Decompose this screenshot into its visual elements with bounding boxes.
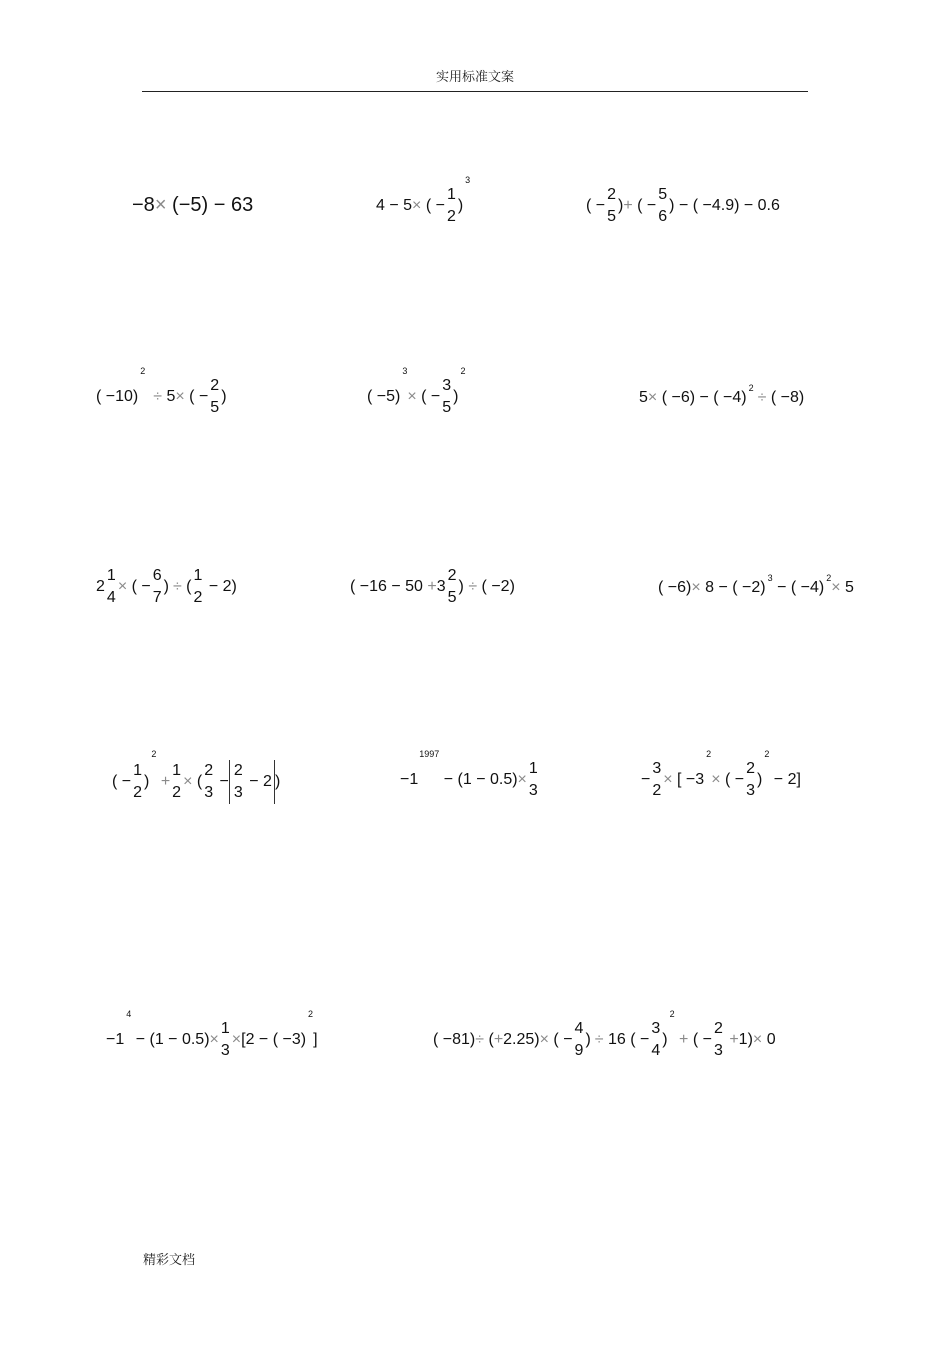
denominator: 2 [446,208,456,225]
problem-10-text-d: − [215,773,229,790]
fraction [713,1020,724,1060]
page-footer-label: 精彩文档 [143,1253,196,1268]
numerator: 3 [442,377,452,394]
problem-9-text-d: 5 [840,579,854,596]
problem-5-text-a: ( −5) [367,388,401,405]
times-symbol: × [407,388,417,405]
problem-12-text-d: ) [757,771,763,788]
problem-3-text-b: ) [618,197,624,214]
times-symbol: × [647,389,658,406]
exponent: 2 [140,366,146,376]
times-symbol: × [175,388,185,405]
problem-7-text-a: 2 [96,578,105,595]
problem-7-text-e: − 2) [204,578,237,595]
exponent: 2 [826,573,832,583]
problem-14-text-a: ( −81) [433,1031,476,1048]
problem-12-text-a: − [641,771,651,788]
problem-4-text-d: ) [221,388,227,405]
exponent: 2 [764,749,770,759]
numerator: 1 [528,760,538,777]
exponent: 2 [460,366,466,376]
problem-14-text-f: 16 ( − [603,1031,650,1048]
divide-symbol: ÷ [594,1031,604,1048]
numerator: 2 [210,377,220,394]
exponent: 1997 [419,749,440,759]
times-symbol: × [231,1031,242,1048]
problem-8-text-d: ( −2) [477,578,515,595]
denominator: 4 [106,589,116,606]
problem-8-text-a: ( −16 − 50 [350,578,428,595]
denominator: 2 [193,589,203,606]
plus-symbol: + [623,197,633,214]
problem-14-text-c: 2.25) [503,1031,540,1048]
problem-5-text-b: ( − [416,388,441,405]
problem-9-text-a: ( −6) [658,579,692,596]
problem-10 [112,749,281,804]
problem-9 [658,573,854,596]
problem-12-text-e: − 2] [769,771,801,788]
times-symbol: × [711,771,721,788]
denominator: 9 [574,1042,584,1059]
fraction [650,1020,661,1060]
fraction [441,377,452,417]
times-symbol: × [183,773,193,790]
fraction [446,186,457,226]
problem-11-text-b: − (1 − 0.5) [439,771,518,788]
plus-symbol: + [427,578,437,595]
exponent: 2 [151,749,157,759]
numerator: 2 [447,567,457,584]
divide-symbol: ÷ [757,389,767,406]
exponent: 2 [748,383,754,393]
problem-13-text-d: ] [313,1031,318,1048]
problem-2-text-c: ) [457,197,464,214]
page-header-title: 实用标准文案 [435,70,514,85]
divide-symbol: ÷ [172,578,182,595]
fraction [447,567,458,607]
problem-13 [106,1009,318,1060]
fraction [132,762,143,802]
times-symbol: × [517,771,527,788]
problem-10-text-e: − 2 [244,773,272,790]
exponent: 3 [767,573,773,583]
divide-symbol: ÷ [153,388,163,405]
problem-6-text-c: ( −8) [766,389,805,406]
fraction [171,762,182,802]
numerator: 1 [446,186,456,203]
exponent: 3 [402,366,408,376]
problem-14 [433,1009,776,1060]
plus-symbol: + [674,1031,689,1048]
problem-4-text-c: ( − [184,388,209,405]
exponent: 3 [465,175,471,185]
problem-6-text-a: 5 [639,389,648,406]
problem-14-text-e: ) [585,1031,591,1048]
problem-2-text-b: ( − [421,197,445,214]
problem-4-text-b: 5 [162,388,176,405]
problem-3-text-c: ( − [632,197,657,214]
times-symbol: × [154,194,167,216]
problem-2-text-a: 4 − 5 [376,197,413,214]
fraction [193,567,204,607]
problem-12 [641,749,801,800]
numerator: 6 [152,567,162,584]
header-divider [142,91,808,92]
problem-10-text-c: ( [192,773,203,790]
numerator: 1 [220,1020,230,1037]
problem-12-text-b: [ −3 [672,771,705,788]
problem-13-text-b: − (1 − 0.5) [131,1031,210,1048]
problem-8-text-c: ) [458,578,469,595]
denominator: 2 [172,784,182,801]
times-symbol: × [117,578,128,595]
fraction [106,567,117,607]
problem-11 [400,749,540,800]
numerator: 1 [106,567,116,584]
numerator: 3 [652,760,662,777]
fraction [203,762,214,802]
numerator: 2 [204,762,214,779]
denominator: 6 [658,208,668,225]
denominator: 3 [528,782,538,799]
exponent: 4 [126,1009,132,1019]
problem-13-text-c: [2 − ( −3) [241,1031,307,1048]
denominator: 5 [607,208,617,225]
problem-6-text-b: ( −6) − ( −4) [657,389,747,406]
fraction [528,760,539,800]
exponent: 2 [669,1009,675,1019]
problem-9-text-b: 8 − ( −2) [700,579,766,596]
plus-symbol: + [493,1031,504,1048]
numerator: 5 [658,186,668,203]
numerator: 1 [133,762,143,779]
problem-4 [96,366,227,417]
problem-7-text-d: ( [181,578,192,595]
problem-13-text-a: −1 [106,1031,125,1048]
numerator: 1 [172,762,182,779]
problem-7-text-b: ( − [127,578,151,595]
numerator: 2 [713,1020,723,1037]
problem-1 [132,195,253,215]
times-symbol: × [412,197,422,214]
problem-6 [639,383,805,406]
denominator: 2 [133,784,143,801]
fraction [606,186,617,226]
problem-4-text-a: ( −10) [96,388,139,405]
problem-12-text-c: ( − [720,771,745,788]
divide-symbol: ÷ [468,578,478,595]
fraction [657,186,668,226]
numerator: 1 [193,567,203,584]
absolute-value [229,760,275,804]
numerator: 3 [651,1020,661,1037]
exponent: 2 [308,1009,314,1019]
problem-2 [376,175,471,226]
denominator: 3 [220,1042,230,1059]
problem-10-text-f: ) [274,773,281,790]
plus-symbol: + [156,773,171,790]
times-symbol: × [831,579,841,596]
problem-14-text-i: 1) [738,1031,753,1048]
problem-14-text-g: ) [662,1031,668,1048]
problem-1-text-b: (−5) − 63 [166,194,254,216]
problem-14-text-b: ( [484,1031,494,1048]
plus-symbol: + [724,1031,739,1048]
problem-9-text-c: − ( −4) [772,579,825,596]
denominator: 2 [652,782,662,799]
denominator: 5 [447,589,457,606]
fraction [209,377,220,417]
denominator: 4 [651,1042,661,1059]
problem-7 [96,567,237,607]
denominator: 3 [233,784,243,801]
denominator: 7 [152,589,162,606]
times-symbol: × [752,1031,763,1048]
numerator: 2 [746,760,755,777]
times-symbol: × [691,579,701,596]
exponent: 2 [706,749,712,759]
denominator: 3 [746,782,755,799]
denominator: 5 [210,399,220,416]
numerator: 4 [574,1020,584,1037]
problem-5-text-c: ) [453,388,459,405]
problem-11-text-a: −1 [400,771,419,788]
problem-14-text-j: 0 [762,1031,776,1048]
fraction [745,760,756,800]
times-symbol: × [209,1031,219,1048]
denominator: 5 [442,399,452,416]
times-symbol: × [663,771,673,788]
problem-8-text-b: 3 [436,578,446,595]
problem-3-text-a: ( − [586,197,606,214]
problem-3 [586,186,780,226]
problem-14-text-d: ( − [548,1031,573,1048]
numerator: 2 [233,762,243,779]
fraction [233,762,244,802]
problem-1-text-a: −8 [132,194,155,216]
fraction [220,1020,231,1060]
fraction [651,760,662,800]
fraction [574,1020,585,1060]
fraction [152,567,163,607]
times-symbol: × [539,1031,549,1048]
problem-7-text-c: ) [163,578,169,595]
problem-8 [350,567,515,607]
problem-10-text-b: ) [144,773,150,790]
numerator: 2 [607,186,617,203]
denominator: 3 [204,784,214,801]
problem-5 [367,366,466,417]
denominator: 3 [713,1042,723,1059]
divide-symbol: ÷ [475,1031,485,1048]
problem-14-text-h: ( − [688,1031,712,1048]
problem-3-text-d: ) − ( −4.9) − 0.6 [669,197,780,214]
problem-10-text-a: ( − [112,773,132,790]
